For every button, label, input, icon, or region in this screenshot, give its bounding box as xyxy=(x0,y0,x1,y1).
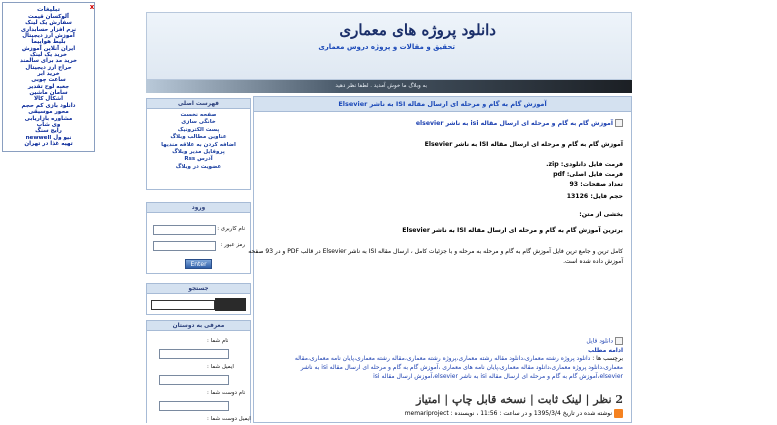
file-format-label: فرمت فایل دانلودی: xyxy=(560,161,623,168)
your-name-input[interactable] xyxy=(159,349,229,359)
rss-icon[interactable] xyxy=(614,409,623,418)
broken-image-icon xyxy=(615,337,623,345)
password-input[interactable] xyxy=(153,241,216,251)
ads-box xyxy=(2,2,95,152)
menu-item-membership[interactable]: عضویت در وبلاگ xyxy=(175,163,222,170)
ads-link[interactable]: خرید یک لینک xyxy=(30,52,67,59)
post-image-caption: آموزش گام به گام و مرحله ای ارسال مقاله isi به ناشر elsevier xyxy=(415,120,613,127)
menu-item-profile[interactable]: پروفایل مدیر وبلاگ xyxy=(172,149,225,156)
post-container xyxy=(248,96,632,423)
source-format-label: فرمت فایل اصلی: xyxy=(566,171,623,178)
ads-link[interactable]: حراج ارز دیجیتال xyxy=(25,64,72,71)
size-label: حجم فایل: xyxy=(590,193,623,200)
friend-name-label-row xyxy=(147,389,250,399)
ads-link[interactable]: مشاوره بازاریابی xyxy=(24,115,73,122)
site-title[interactable]: دانلود پروژه های معماری xyxy=(339,21,496,39)
menu-item-rss[interactable]: آدرس Rss xyxy=(184,156,213,163)
post-tags xyxy=(283,354,623,381)
username-label: نام کاربری : xyxy=(217,226,245,232)
your-email-label-row xyxy=(147,363,250,373)
main-menu-list xyxy=(147,109,250,171)
ads-link[interactable]: آموزش ارز دیجیتال xyxy=(22,33,75,40)
post-meta-links[interactable]: 2 نظر | لینک ثابت | نسخه قابل چاپ | امتیاز xyxy=(416,393,623,406)
ads-link[interactable]: آلوکسان قیمت xyxy=(28,14,69,20)
ads-link[interactable]: اشکال کالا xyxy=(33,96,64,103)
ads-link[interactable]: تهیه غذا در تهران xyxy=(24,140,73,147)
your-email-label: ایمیل شما : xyxy=(207,364,234,370)
navbar xyxy=(146,80,632,93)
site-subtitle: تحقیق و مقالات و پروژه دروس معماری xyxy=(318,43,455,51)
login-button[interactable]: Enter xyxy=(185,259,212,269)
your-email-input[interactable] xyxy=(159,375,229,385)
search-input[interactable] xyxy=(151,300,215,310)
ads-link[interactable]: محور موسیقی xyxy=(28,109,69,116)
size-value: 13126 xyxy=(566,193,589,200)
ads-link[interactable]: وی شاپ xyxy=(36,121,61,128)
close-ads-icon[interactable]: x xyxy=(89,3,95,11)
your-name-label-row xyxy=(147,337,250,347)
password-label: رمز عبور : xyxy=(220,242,245,248)
post-description-line-1: کامل ترین و جامع ترین فایل آموزش گام به گام و مرحله به مرحله و با جزئیات کامل ، ارسال مقاله ISI به ناشر Elsevier در قالب PDF و در 93 صفحه xyxy=(248,248,623,255)
main-menu-title: فهرست اصلی xyxy=(147,99,250,109)
main-menu-box xyxy=(146,98,251,190)
password-row xyxy=(147,241,250,251)
file-format-value: zip. xyxy=(546,161,559,168)
menu-item-homepage[interactable]: خانگی سازی xyxy=(181,119,216,126)
ads-link[interactable]: خرید ابر xyxy=(37,71,60,78)
post-bold-line: آموزش گام به گام و مرحله ای ارسال مقاله ISI به ناشر Elsevier xyxy=(424,141,623,148)
introduce-friends-title: معرفی به دوستان xyxy=(147,321,250,331)
ads-link[interactable]: خرید مد برای سالمند xyxy=(20,58,77,65)
download-label: دانلود فایل xyxy=(586,337,613,345)
your-name-row xyxy=(147,349,250,359)
post-title[interactable]: آموزش گام به گام و مرحله ای ارسال مقاله ISI به ناشر Elsevier xyxy=(254,97,631,112)
introduce-friends-box xyxy=(146,320,251,423)
friend-email-label: ایمیل دوست شما : xyxy=(207,416,251,422)
login-title: ورود xyxy=(147,203,250,213)
post-description-line-2: آموزش داده شده است. xyxy=(563,258,623,265)
friend-email-label-row xyxy=(147,415,250,425)
login-box xyxy=(146,202,251,274)
broken-image-icon xyxy=(615,119,623,127)
pages-label: تعداد صفحات: xyxy=(580,181,623,188)
friend-name-label: نام دوست شما : xyxy=(207,390,246,396)
post-intro: برترین آموزش گام به گام و مرحله ای ارسال مقاله ISI به ناشر Elsevier xyxy=(402,227,623,234)
ads-link[interactable]: ایران آنلاین آموزش xyxy=(21,45,76,52)
ads-link[interactable]: بلیط هواپیما xyxy=(31,39,66,46)
post-image xyxy=(416,119,623,127)
menu-item-favorites[interactable]: اضافه کردن به علاقه مندیها xyxy=(161,141,236,148)
ads-list xyxy=(3,14,94,147)
source-format-row xyxy=(553,171,623,178)
your-name-label: نام شما : xyxy=(207,338,229,344)
friend-name-row xyxy=(147,401,250,411)
continue-reading-link[interactable]: ادامه مطلب xyxy=(588,347,623,354)
source-format-value: pdf xyxy=(553,171,565,178)
friend-name-input[interactable] xyxy=(159,401,229,411)
menu-item-home[interactable]: صفحه نخست xyxy=(180,112,217,118)
ads-link[interactable]: سامان ماشین xyxy=(29,90,68,97)
search-title: جستجو xyxy=(147,284,250,294)
tags-label: برچسب ها : xyxy=(592,355,623,362)
pages-row xyxy=(569,181,623,188)
size-row xyxy=(567,193,623,200)
tags-list[interactable]: دانلود پروژه رشته معماری،دانلود مقاله رشته معماری،پروژه رشته معماری،مقاله رشته معماری،پایان نامه معماری،مقاله معماری،دانلود پروژه معماری،دانلود مقاله معماری،پایان نامه های معماری ،آموزش گام به گام و مرحله ای ارسال مقاله isi به ناشر elsevier،آموزش گام به گام و مرحله ای ارسال مقاله isi به ناشر elsevier،آموزش ارسال مقاله isi xyxy=(294,355,623,380)
post-date-line xyxy=(405,409,623,418)
search-box xyxy=(146,283,251,315)
post-date-text: نوشته شده در تاریخ 1395/3/4 و در ساعت : 11:56 ، نویسنده : memariproject xyxy=(404,410,613,417)
username-input[interactable] xyxy=(153,225,216,235)
ads-link[interactable]: سفارش یک لینک xyxy=(25,20,72,27)
ads-link[interactable]: دانلود بازی کم حجم xyxy=(21,102,76,109)
menu-item-post-titles[interactable]: عناوین مطالب وبلاگ xyxy=(170,134,227,141)
ads-link[interactable]: نیو ول newwell xyxy=(25,134,72,141)
ads-link[interactable]: نرم افزار حسابداری xyxy=(20,26,77,33)
file-format-row xyxy=(546,161,623,168)
search-button[interactable] xyxy=(215,298,246,311)
ads-heading: تبلیغات xyxy=(36,5,61,13)
ads-link[interactable]: جعبه لوح تقدیر xyxy=(27,83,70,90)
ads-link[interactable]: ساعت چوبی xyxy=(31,77,66,84)
ads-link[interactable]: رایج سنگ xyxy=(35,128,62,135)
pages-value: 93 xyxy=(569,181,579,188)
site-header xyxy=(146,12,632,80)
download-link[interactable] xyxy=(586,337,623,345)
your-email-row xyxy=(147,375,250,385)
section-heading: بخشی از متن: xyxy=(579,211,623,218)
welcome-marquee: به وبلاگ ما خوش آمدید . لطفا نظر دهید xyxy=(335,83,427,89)
menu-item-email[interactable]: پست الکترونیک xyxy=(177,126,220,133)
username-row xyxy=(147,225,250,235)
